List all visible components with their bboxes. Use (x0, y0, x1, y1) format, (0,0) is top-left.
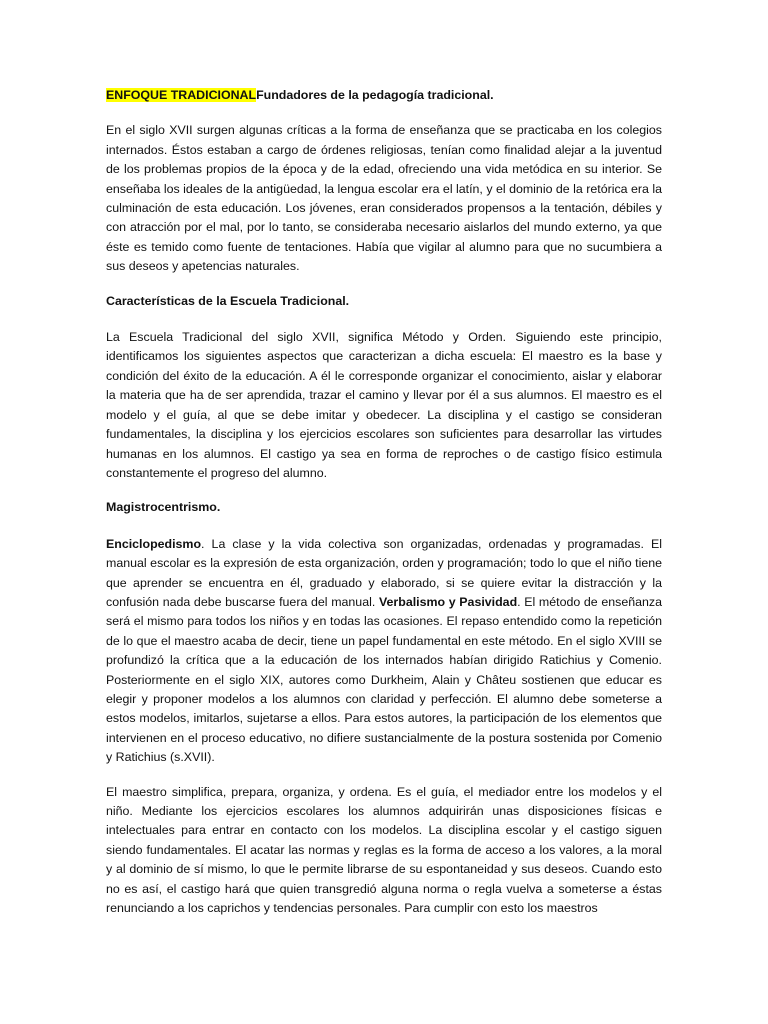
term-verbalismo: Verbalismo y Pasividad (378, 594, 518, 609)
text-enciclopedismo: . La clase y la vida colectiva son organizadas, ordenadas y programadas. El manual escolar es la expresión de esta organización, orden y programación; todo lo que el niño tiene que aprender se encuentra en él, graduado y elaborado, si se quiere evitar la distracción y la confusión nada debe buscarse fuera del manual. (106, 536, 662, 609)
term-enciclopedismo: Enciclopedismo (106, 536, 202, 551)
paragraph-maestro: El maestro simplifica, prepara, organiza, y ordena. Es el guía, el mediador entre los modelos y el niño. Mediante los ejercicios escolares los alumnos adquirirán unas disposiciones físicas e intelectuales para entrar en contacto con los modelos. La disciplina escolar y el castigo siguen siendo fundamentales. El acatar las normas y reglas es la forma de acceso a los valores, a la moral y al dominio de sí mismo, lo que le permite librarse de su espontaneidad y sus deseos. Cuando esto no es así, el castigo hará que quien transgredió alguna norma o regla vuelva a someterse a éstas renunciando a los caprichos y tendencias personales. Para cumplir con esto los maestros (106, 784, 662, 916)
heading-characteristics: Características de la Escuela Tradicional. (106, 293, 350, 308)
text-verbalismo: . El método de enseñanza será el mismo para todos los niños y en todas las ocasiones. El repaso entendido como la repetición de lo que el maestro acaba de decir, tiene un papel fundamental en este método. En el siglo XVIII se profundizó la crítica que a la educación de los internados habían dirigido Ratichius y Comenio. Posteriormente en el siglo XIX, autores como Durkheim, Alain y Châteu sostienen que educar es elegir y proponer modelos a los alumnos con claridad y perfección. El alumno debe someterse a estos modelos, imitarlos, sujetarse a ellos. Para estos autores, la participación de los elementos que intervienen en el proceso educativo, no difiere sustancialmente de la postura sostenida por Comenio y Ratichius (s.XVII). (106, 594, 662, 765)
paragraph-enciclopedismo (106, 535, 662, 768)
highlighted-title: ENFOQUE TRADICIONAL (106, 88, 257, 102)
heading-magistrocentrismo: Magistrocentrismo. (106, 500, 221, 515)
paragraph-intro: En el siglo XVII surgen algunas críticas a la forma de enseñanza que se practicaba en los colegios internados. Éstos estaban a cargo de órdenes religiosas, tenían como finalidad alejar a la juventud de los problemas propios de la época y de la edad, ofreciendo una vida metódica en su interior. Se enseñaba los ideales de la antigüedad, la lengua escolar era el latín, y el dominio de la retórica era la culminación de esta educación. Los jóvenes, eran considerados propensos a la tentación, débiles y con atracción por el mal, por lo tanto, se consideraba necesario aislarlos del mundo externo, ya que éste es temido como fuente de tentaciones. Había que vigilar al alumno para que no sucumbiera a sus deseos y apetencias naturales. (106, 123, 662, 274)
document-title (106, 86, 662, 105)
paragraph-characteristics: La Escuela Tradicional del siglo XVII, significa Método y Orden. Siguiendo este principio, identificamos los siguientes aspectos que caracterizan a dicha escuela: El maestro es la base y condición del éxito de la educación. A él le corresponde organizar el conocimiento, aislar y elaborar la materia que ha de ser aprendida, trazar el camino y llevar por él a sus alumnos. El maestro es el modelo y el guía, al que se debe imitar y obedecer. La disciplina y el castigo se consideran fundamentales, la disciplina y los ejercicios escolares son suficientes para desarrollar las virtudes humanas en los alumnos. El castigo ya sea en forma de reproches o de castigo físico estimula constantemente el progreso del alumno. (106, 330, 662, 480)
document-page (106, 86, 662, 933)
title-rest: Fundadores de la pedagogía tradicional. (256, 88, 494, 102)
